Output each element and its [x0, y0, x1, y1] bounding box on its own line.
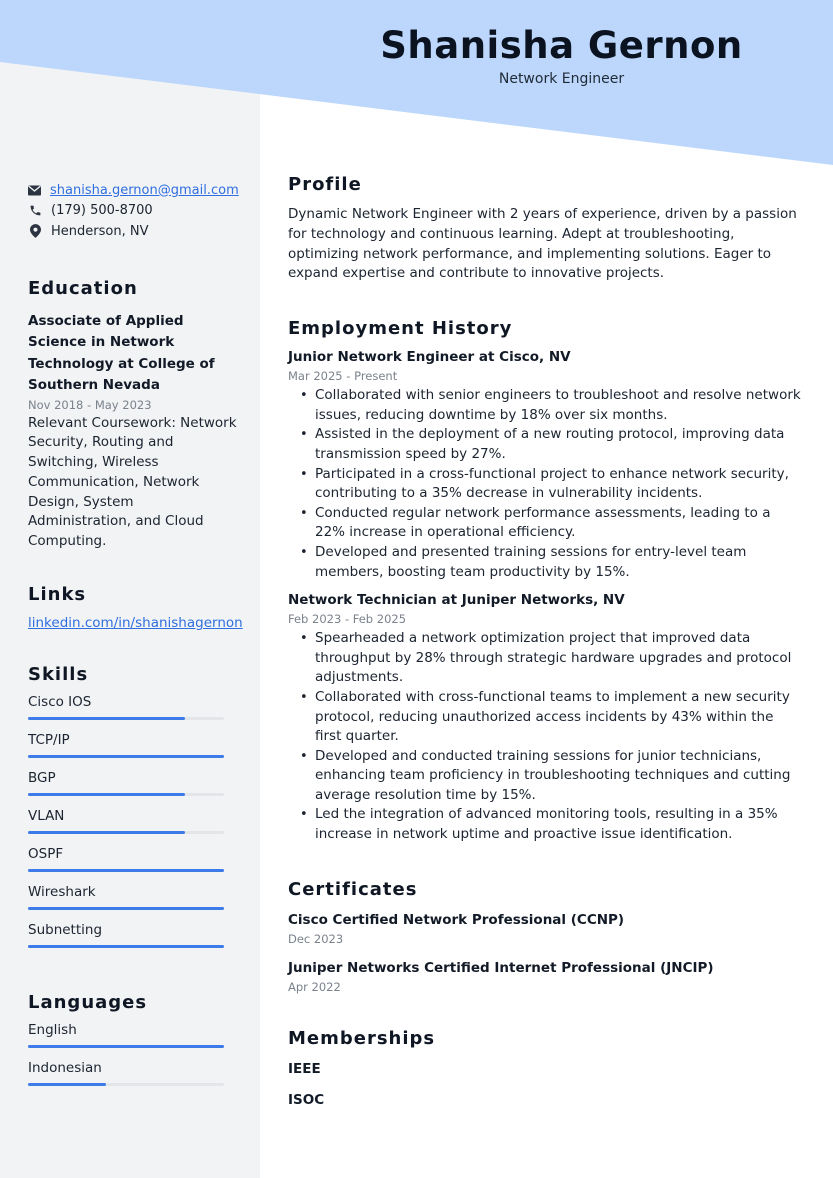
skill-bar [28, 717, 224, 720]
certificate-item [288, 912, 803, 946]
skill-item [28, 921, 238, 959]
phone-number: (179) 500-8700 [51, 203, 153, 219]
job-title: Network Engineer [498, 71, 625, 87]
skill-bar [28, 869, 224, 872]
job-entry-title: Network Technician at Juniper Networks, NV [288, 592, 625, 609]
certificates-heading: Certificates [288, 878, 418, 900]
job-entry-dates: Mar 2025 - Present [288, 369, 398, 384]
language-bar [28, 1045, 224, 1048]
skill-label: Cisco IOS [28, 694, 92, 711]
certificates-section [288, 879, 803, 994]
certificate-title: Juniper Networks Certified Internet Professional (JNCIP) [288, 959, 714, 976]
sidebar [28, 180, 243, 1097]
profile-section [288, 174, 803, 284]
skill-item [28, 769, 238, 807]
bullet-item: • Conducted regular network performance assessments, leading to a 22% increase in operational efficiency. [288, 504, 803, 543]
skill-bar-fill [28, 831, 185, 834]
map-pin-icon [28, 224, 42, 238]
bullet-item: • Assisted in the deployment of a new routing protocol, improving data transmission speed by 27%. [288, 425, 803, 464]
contact-details [28, 180, 238, 242]
links-heading: Links [28, 584, 87, 606]
certificate-item [288, 960, 803, 994]
education-description: Relevant Coursework: Network Security, Routing and Switching, Wireless Communication, Network Design, System Administration, and Cloud Computing. [28, 414, 237, 550]
skill-item [28, 731, 238, 769]
skills-heading: Skills [28, 664, 89, 686]
skill-bar [28, 793, 224, 796]
job-entry-bullets [288, 386, 803, 582]
education-dates: Nov 2018 - May 2023 [28, 397, 152, 412]
languages-heading: Languages [28, 992, 148, 1014]
job-entry [288, 592, 803, 845]
bullet-item: • Collaborated with senior engineers to troubleshoot and resolve network issues, reducing downtime by 18% over six months. [288, 386, 803, 425]
skill-label: Subnetting [28, 922, 103, 939]
skill-item [28, 883, 238, 921]
certificate-date: Apr 2022 [288, 979, 341, 994]
phone-icon [28, 204, 42, 218]
skill-label: VLAN [28, 808, 65, 825]
skill-label: Wireshark [28, 884, 96, 901]
bullet-item: • Participated in a cross-functional project to enhance network security, contributing to a 35% decrease in vulnerability incidents. [288, 465, 803, 504]
job-entry [288, 349, 803, 582]
skill-bar [28, 755, 224, 758]
skill-label: OSPF [28, 846, 64, 863]
bullet-item: • Spearheaded a network optimization project that improved data throughput by 28% through strategic hardware upgrades and protocol adjustments. [288, 629, 803, 688]
membership-item: ISOC [288, 1091, 325, 1108]
bullet-item: • Developed and presented training sessions for entry-level team members, boosting team productivity by 15%. [288, 543, 803, 582]
skill-bar [28, 907, 224, 910]
main-content [288, 174, 803, 1108]
bullet-item: • Led the integration of advanced monitoring tools, resulting in a 35% increase in network uptime and proactive issue identification. [288, 805, 803, 844]
skill-bar-fill [28, 793, 185, 796]
education-heading: Education [28, 277, 138, 299]
skill-bar [28, 831, 224, 834]
linkedin-link[interactable]: linkedin.com/in/shanishagernon [28, 615, 243, 632]
skill-bar-fill [28, 907, 224, 910]
job-entry-bullets [288, 629, 803, 845]
location-text: Henderson, NV [51, 223, 149, 239]
skill-item [28, 693, 238, 731]
bullet-item: • Developed and conducted training sessions for junior technicians, enhancing team proficiency in troubleshooting techniques and cutting average resolution time by 15%. [288, 747, 803, 806]
language-item [28, 1021, 238, 1059]
employment-heading: Employment History [288, 318, 513, 340]
certificate-date: Dec 2023 [288, 931, 344, 946]
education-degree: Associate of Applied Science in Network Technology at College of Southern Nevada [28, 312, 215, 393]
language-bar-fill [28, 1045, 224, 1048]
profile-text: Dynamic Network Engineer with 2 years of experience, driven by a passion for technology and continuous learning. Adept at troubleshooting, optimizing network performance, and implementing solutions. Eager to expand expertise and contribute to innovative projects. [288, 206, 797, 282]
languages-list [28, 1021, 238, 1097]
job-entry-title: Junior Network Engineer at Cisco, NV [288, 349, 571, 366]
profile-heading: Profile [288, 174, 362, 195]
job-entry-dates: Feb 2023 - Feb 2025 [288, 612, 407, 627]
skill-bar-fill [28, 945, 224, 948]
skill-item [28, 845, 238, 883]
envelope-icon [28, 183, 41, 197]
skill-bar-fill [28, 755, 224, 758]
contact-location [28, 221, 238, 242]
memberships-section [288, 1028, 803, 1108]
skills-section [28, 664, 238, 959]
language-label: English [28, 1022, 77, 1039]
skill-bar-fill [28, 869, 224, 872]
links-section [28, 584, 243, 632]
resume-header [260, 24, 833, 87]
language-bar [28, 1083, 224, 1086]
language-item [28, 1059, 238, 1097]
skill-label: TCP/IP [28, 732, 70, 749]
employment-section [288, 318, 803, 844]
language-bar-fill [28, 1083, 106, 1086]
language-label: Indonesian [28, 1060, 102, 1077]
education-section [28, 278, 238, 553]
contact-phone [28, 201, 238, 222]
skills-list [28, 693, 238, 959]
bullet-item: • Collaborated with cross-functional teams to implement a new security protocol, reducing unauthorized access incidents by 43% within the first quarter. [288, 688, 803, 747]
email-link[interactable]: shanisha.gernon@gmail.com [50, 182, 239, 198]
languages-section [28, 992, 238, 1097]
skill-bar [28, 945, 224, 948]
certificate-title: Cisco Certified Network Professional (CCNP) [288, 911, 625, 928]
skill-bar-fill [28, 717, 185, 720]
skill-label: BGP [28, 770, 56, 787]
contact-email [28, 180, 238, 201]
candidate-name: Shanisha Gernon [380, 24, 743, 67]
memberships-heading: Memberships [288, 1027, 436, 1049]
skill-item [28, 807, 238, 845]
membership-item: IEEE [288, 1060, 321, 1077]
